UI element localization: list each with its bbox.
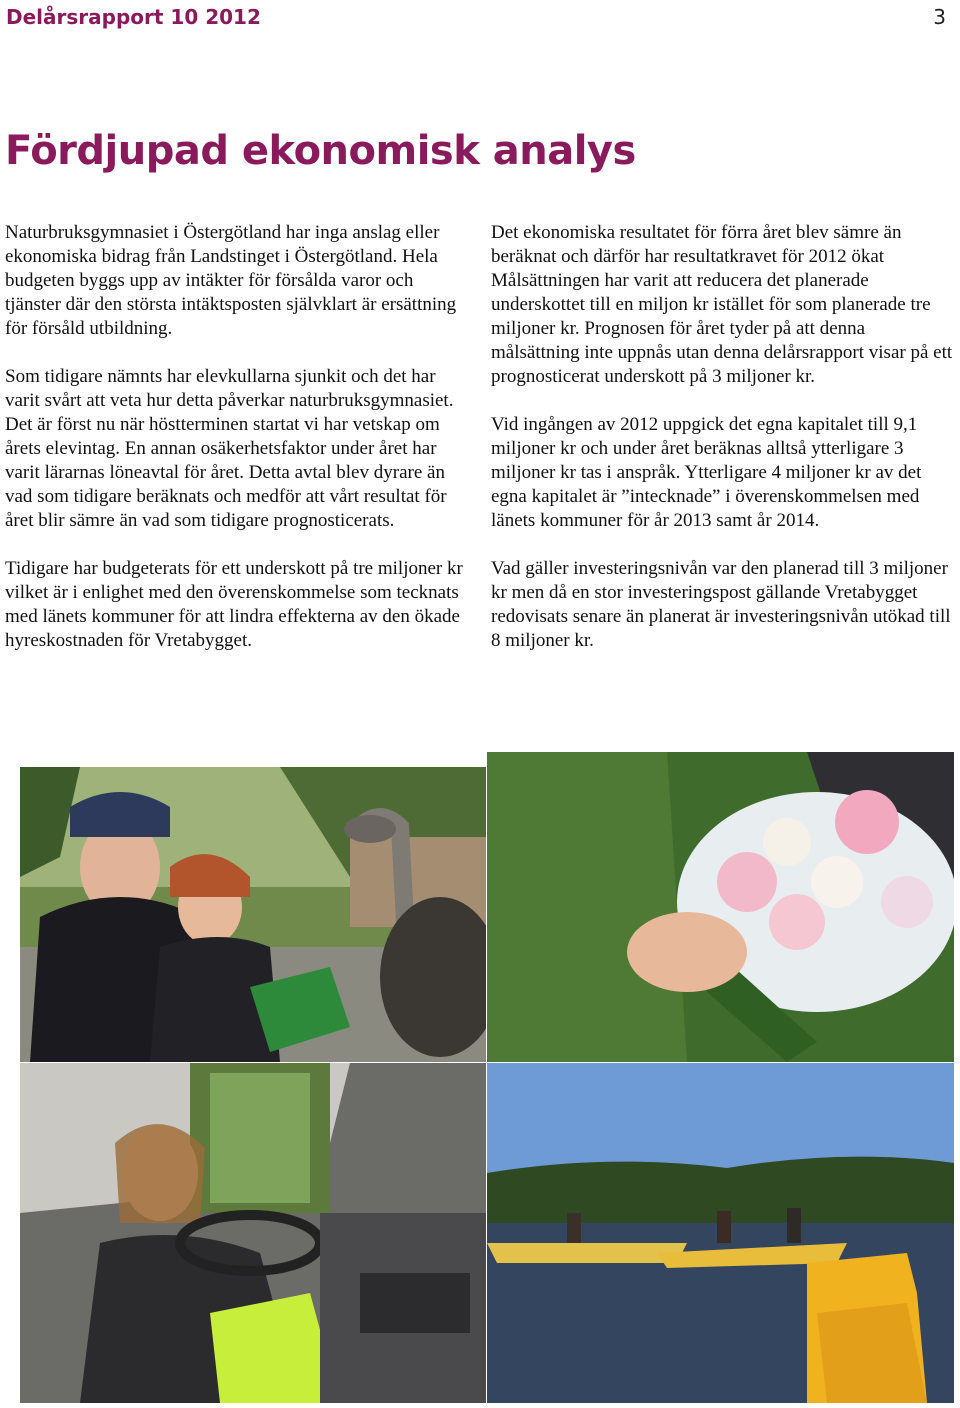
photo-students-ostrich <box>20 767 486 1062</box>
section-heading: Fördjupad ekonomisk analys <box>5 128 636 174</box>
right-text-column <box>491 221 953 677</box>
photo-student-driving <box>20 1063 486 1403</box>
paragraph: Vad gäller investeringsnivån var den planerad till 3 miljoner kr men då en stor investeringspost gällande Vretabygget redovisats senare än planerat är investeringsnivån utökad till 8 miljoner kr. <box>491 558 951 651</box>
page-header <box>0 0 960 36</box>
left-text-column <box>5 221 467 677</box>
paragraph: Vid ingången av 2012 uppgick det egna kapitalet till 9,1 miljoner kr och under året beräknas alltså ytterligare 3 miljoner kr tas i anspråk. Ytterligare 4 miljoner kr av det egna kapitalet är ”intecknade” i överenskommelsen med länets kommuner för år 2013 samt år 2014. <box>491 414 922 531</box>
paragraph: Tidigare har budgeterats för ett underskott på tre miljoner kr vilket är i enlighet med den överenskommelse som tecknats med länets kommuner för att lindra effekterna av den ökade hyreskostnaden för Vretabygget. <box>5 558 463 651</box>
page-number: 3 <box>933 5 946 29</box>
paragraph: Som tidigare nämnts har elevkullarna sjunkit och det har varit svårt att veta hur detta påverkar naturbruksgymnasiet. Det är först nu när höstterminen startat vi har vetskap om årets elevintag. En annan osäkerhetsfaktor under året har varit lärarnas löneavtal för året. Detta avtal blev dyrare än vad som tidigare beräknats och medför att vårt resultat för året blir sämre än vad som tidigare prognosticerats. <box>5 366 454 531</box>
photo-kayaks-lake <box>487 1063 954 1403</box>
report-title: Delårsrapport 10 2012 <box>6 5 261 29</box>
paragraph: Naturbruksgymnasiet i Östergötland har inga anslag eller ekonomiska bidrag från Landstinget i Östergötland. Hela budgeten byggs upp av intäkter för försålda varor och tjänster där den största intäktsposten självklart är ersättning för försåld utbildning. <box>5 222 457 339</box>
paragraph: Det ekonomiska resultatet för förra året blev sämre än beräknat och därför har resultatkravet för 2012 ökat Målsättningen har varit att reducera det planerade underskottet till en miljon kr istället för som planerade tre miljoner kr. Prognosen för året tyder på att denna målsättning inte uppnås utan denna delårsrapport visar på ett prognosticerat underskott på 3 miljoner kr. <box>491 222 953 387</box>
photo-flower-bouquet <box>487 752 954 1062</box>
